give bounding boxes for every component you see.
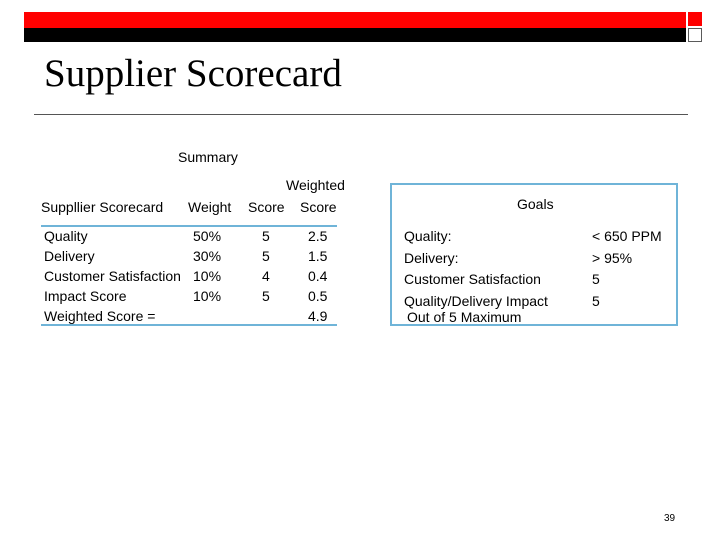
row-weight: 10% xyxy=(193,288,222,304)
goal-label: Customer Satisfaction xyxy=(404,271,541,287)
corner-square-red xyxy=(688,12,702,26)
row-name: Quality xyxy=(44,228,88,244)
row-score: 4 xyxy=(262,268,270,284)
header-weighted: Weighted xyxy=(286,177,345,193)
total-value: 4.9 xyxy=(308,308,328,324)
row-score: 5 xyxy=(262,248,270,264)
goal-label: Quality: xyxy=(404,228,452,244)
row-score: 5 xyxy=(262,228,270,244)
row-weighted: 0.5 xyxy=(308,288,328,304)
goal-value: > 95% xyxy=(592,250,633,266)
header-name: Suppllier Scorecard xyxy=(41,199,164,215)
slide-title: Supplier Scorecard xyxy=(44,52,342,95)
goal-value: 5 xyxy=(592,271,600,287)
summary-caption: Summary xyxy=(178,149,238,165)
row-weighted: 2.5 xyxy=(308,228,328,244)
title-divider xyxy=(34,114,688,115)
goals-title: Goals xyxy=(517,196,554,212)
goal-value: 5 xyxy=(592,293,600,309)
row-weight: 50% xyxy=(193,228,222,244)
row-weight: 10% xyxy=(193,268,222,284)
row-weight: 30% xyxy=(193,248,222,264)
header-weighted-score: Score xyxy=(300,199,337,215)
row-name: Impact Score xyxy=(44,288,127,304)
goal-label: Quality/Delivery Impact xyxy=(404,293,548,309)
header-red-bar xyxy=(24,12,686,28)
header-weight: Weight xyxy=(188,199,232,215)
footer-rule xyxy=(41,324,337,326)
total-label: Weighted Score = xyxy=(44,308,156,324)
header-rule xyxy=(41,225,337,227)
row-weighted: 0.4 xyxy=(308,268,328,284)
header-score: Score xyxy=(248,199,285,215)
row-score: 5 xyxy=(262,288,270,304)
goal-value: < 650 PPM xyxy=(592,228,662,244)
header-black-bar xyxy=(24,28,686,42)
goals-note: Out of 5 Maximum xyxy=(407,309,522,325)
goal-label: Delivery: xyxy=(404,250,459,266)
corner-square-outline xyxy=(688,28,702,42)
page-number: 39 xyxy=(664,513,676,524)
row-name: Customer Satisfaction xyxy=(44,268,181,284)
row-name: Delivery xyxy=(44,248,95,264)
row-weighted: 1.5 xyxy=(308,248,328,264)
